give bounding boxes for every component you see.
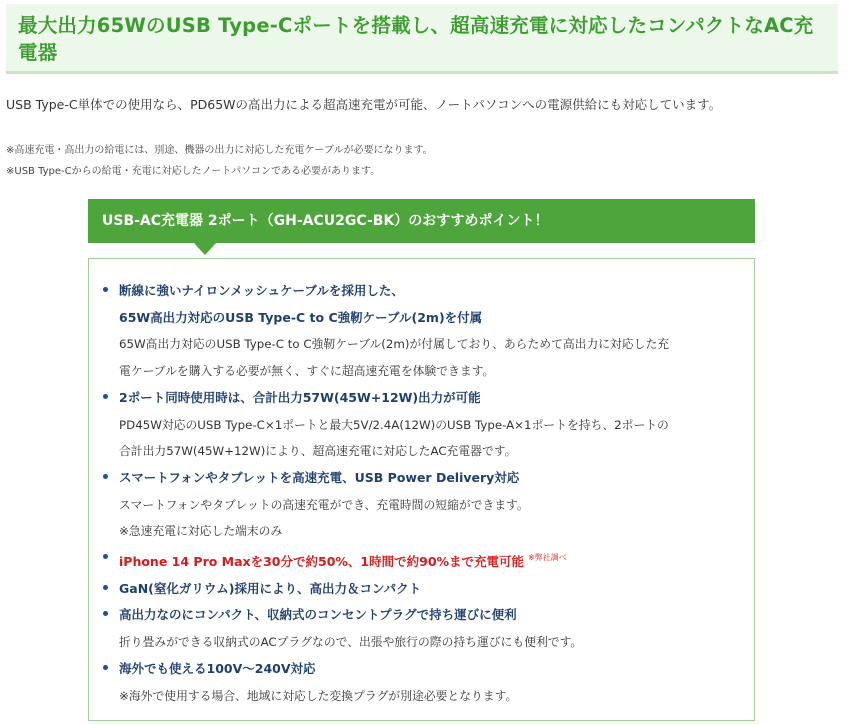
bullet-dot-icon <box>103 554 108 559</box>
bullet-dot-icon <box>103 474 108 479</box>
point-description: 折り畳みができる収納式のACプラグなので、出張や旅行の際の持ち運びにも便利です。 <box>119 635 583 650</box>
recommend-box <box>88 258 755 721</box>
bullet-dot-icon <box>103 585 108 590</box>
point-description: 合計出力57W(45W+12W)により、超高速充電に対応したAC充電器です。 <box>119 444 517 459</box>
point-description: スマートフォンやタブレットの高速充電ができ、充電時間の短縮ができます。 <box>119 497 529 512</box>
point-title: iPhone 14 Pro Maxを30分で約50%、1時間で約90%まで充電可能 $^{※弊社調べ}$ <box>119 553 567 570</box>
point-title: 2ポート同時使用時は、合計出力57W(45W+12W)出力が可能 <box>119 389 481 405</box>
point-title: 海外でも使える100V～240V対応 <box>119 660 316 676</box>
point-title: 65W高出力対応のUSB Type-C to C強靭ケーブル(2m)を付属 <box>119 309 483 325</box>
header-pointer-icon <box>193 242 217 255</box>
recommend-header-text: USB-AC充電器 2ポート（GH-ACU2GC-BK）のおすすめポイント！ <box>102 213 549 229</box>
point-footnote: ※弊社調べ <box>528 553 567 563</box>
page-title <box>18 12 826 66</box>
recommend-point <box>89 656 754 709</box>
page-title-line-2: 電器 <box>18 41 58 64</box>
point-title: GaN(窒化ガリウム)採用により、高出力＆コンパクト <box>119 580 422 596</box>
section-heading <box>6 4 838 74</box>
bullet-dot-icon <box>103 394 108 399</box>
recommend-points <box>89 278 754 709</box>
bullet-dot-icon <box>103 665 108 670</box>
recommend-point <box>89 602 754 655</box>
recommend-point <box>89 385 754 465</box>
bullet-dot-icon <box>103 287 108 292</box>
recommend-point <box>89 545 754 576</box>
intro-text: USB Type-C単体での使用なら、PD65Wの高出力による超高速充電が可能、ノートパソコンへの電源供給にも対応しています。 <box>6 97 722 112</box>
point-title: スマートフォンやタブレットを高速充電、USB Power Delivery対応 <box>119 469 520 485</box>
recommend-header <box>88 199 755 243</box>
recommend-point <box>89 576 754 603</box>
bullet-dot-icon <box>103 611 108 616</box>
point-title: 断線に強いナイロンメッシュケーブルを採用した、 <box>119 283 404 298</box>
point-title: 高出力なのにコンパクト、収納式のコンセントプラグで持ち運びに便利 <box>119 607 517 623</box>
point-description: ※海外で使用する場合、地域に対応した変換プラグが別途必要となります。 <box>119 688 518 703</box>
point-description: ※急速充電に対応した端末のみ <box>119 524 283 539</box>
point-description: PD45W対応のUSB Type-C×1ポートと最大5V/2.4A(12W)のUSB Type-A×1ポートを持ち、2ポートの <box>119 417 669 432</box>
note-cable: ※高速充電・高出力の給電には、別途、機器の出力に対応した充電ケーブルが必要になります。 <box>6 145 433 156</box>
note-laptop: ※USB Type-Cからの給電・充電に対応したノートパソコンである必要があります。 <box>6 166 381 177</box>
recommend-point <box>89 465 754 545</box>
point-description: 65W高出力対応のUSB Type-C to C強靭ケーブル(2m)が付属しており、あらためて高出力に対応した充 <box>119 337 670 352</box>
page-title-line-1: 最大出力65WのUSB Type-Cポートを搭載し、超高速充電に対応したコンパクトなAC充 <box>18 14 814 37</box>
notes <box>6 140 846 182</box>
point-description: 電ケーブルを購入する必要が無く、すぐに超高速充電を体験できます。 <box>119 364 495 379</box>
recommend-point <box>89 278 754 385</box>
